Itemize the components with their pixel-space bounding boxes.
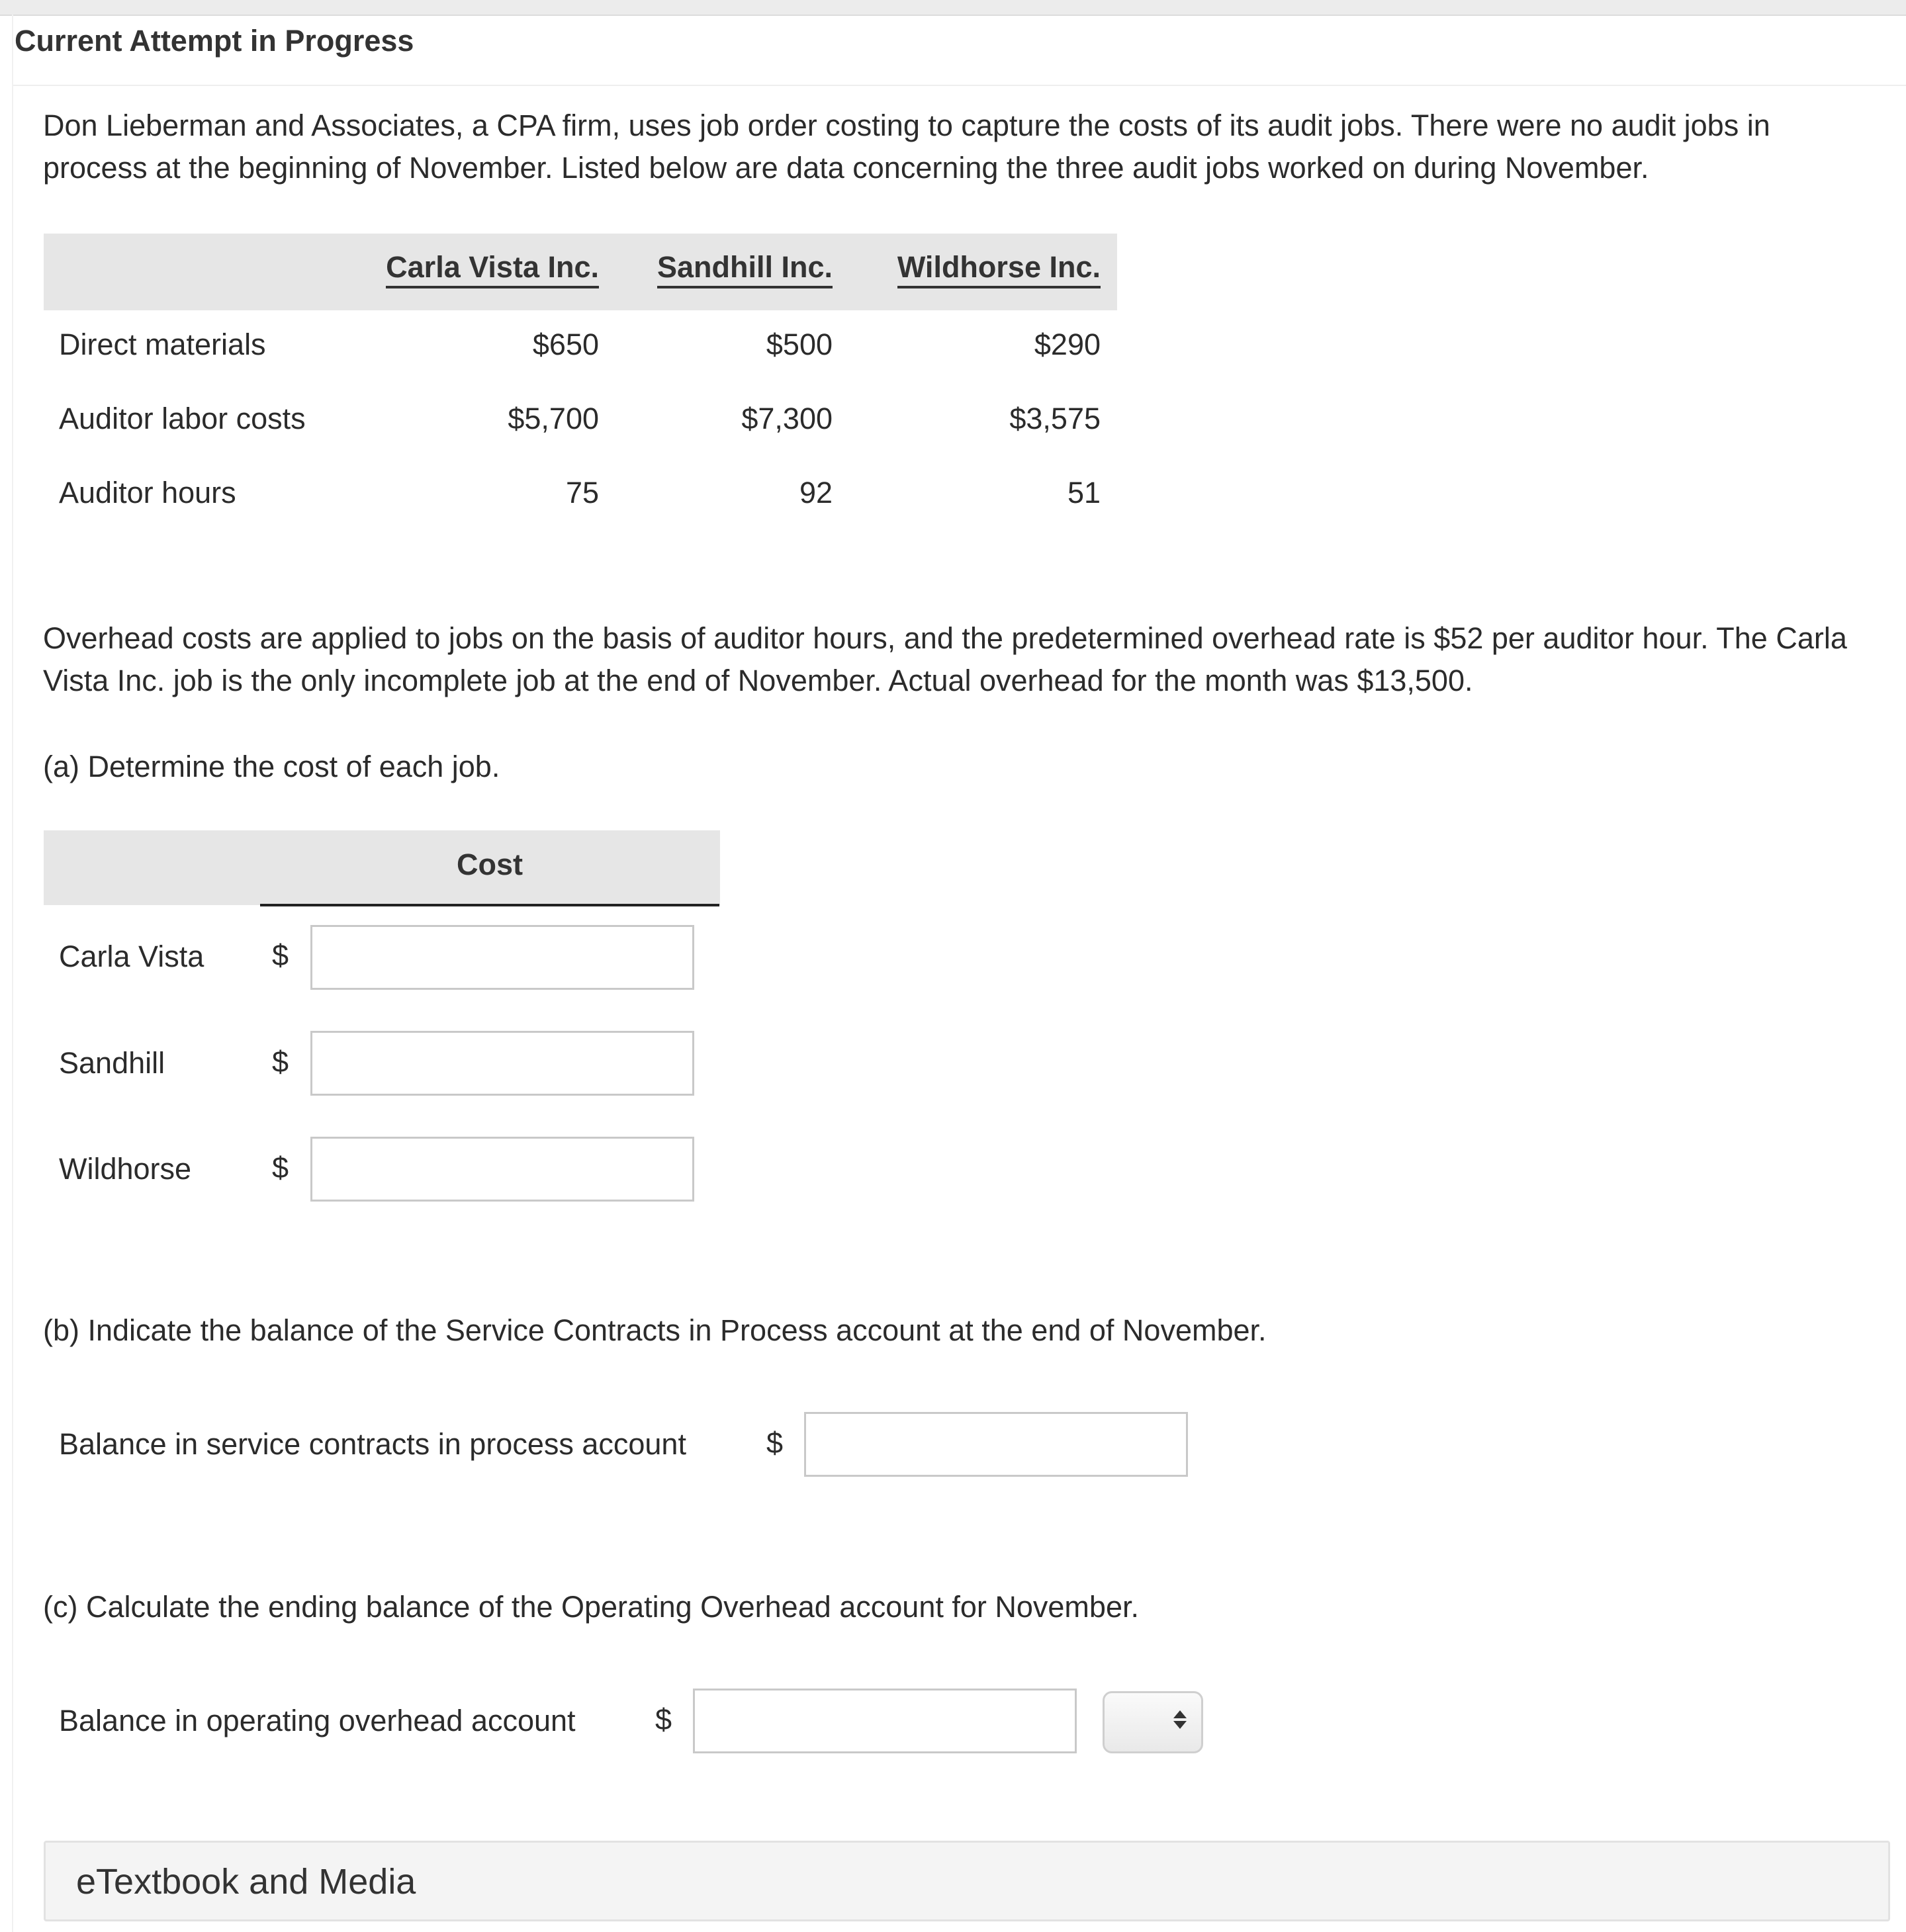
service-contracts-balance-label: Balance in service contracts in process account — [59, 1427, 686, 1461]
part-a-question: (a) Determine the cost of each job. — [43, 750, 500, 783]
row-label-auditor-hours: Auditor hours — [59, 476, 236, 509]
cost-column-header: Cost — [457, 848, 523, 881]
cell-labor-wildhorse: $3,575 — [1009, 402, 1101, 435]
overapplied-underapplied-select[interactable] — [1103, 1691, 1203, 1753]
column-header-wildhorse: Wildhorse Inc. — [897, 250, 1101, 288]
currency-symbol: $ — [766, 1426, 784, 1460]
currency-symbol: $ — [655, 1702, 672, 1736]
sandhill-cost-input[interactable] — [310, 1031, 694, 1096]
cell-labor-carla-vista: $5,700 — [508, 402, 599, 435]
problem-intro: Don Lieberman and Associates, a CPA firm, uses job order costing to capture the costs of its audit jobs. There were no audit jobs in process at the beginning of November. Listed below are data concerning the three audit jobs worked on during November. — [43, 109, 1770, 185]
operating-overhead-balance-label: Balance in operating overhead account — [59, 1704, 576, 1737]
row-label-auditor-labor-costs: Auditor labor costs — [59, 402, 306, 435]
currency-symbol: $ — [272, 938, 289, 972]
currency-symbol: $ — [272, 1151, 289, 1184]
cell-hours-sandhill: 92 — [799, 476, 833, 509]
part-c-question: (c) Calculate the ending balance of the Operating Overhead account for November. — [43, 1590, 1139, 1624]
top-bar — [0, 0, 1906, 16]
cell-direct-materials-wildhorse: $290 — [1034, 328, 1101, 361]
column-header-carla-vista: Carla Vista Inc. — [386, 250, 599, 288]
cell-hours-wildhorse: 51 — [1067, 476, 1101, 509]
cell-labor-sandhill: $7,300 — [741, 402, 833, 435]
carla-vista-cost-input[interactable] — [310, 925, 694, 990]
etextbook-media-label: eTextbook and Media — [76, 1862, 416, 1902]
cost-row-label-sandhill: Sandhill — [59, 1046, 165, 1080]
currency-symbol: $ — [272, 1045, 289, 1078]
wildhorse-cost-input[interactable] — [310, 1137, 694, 1202]
cost-row-label-carla-vista: Carla Vista — [59, 940, 204, 973]
left-border — [12, 15, 13, 1932]
etextbook-media-panel[interactable] — [44, 1841, 1890, 1921]
cell-direct-materials-sandhill: $500 — [766, 328, 833, 361]
overhead-description: Overhead costs are applied to jobs on the basis of auditor hours, and the predetermined overhead rate is $52 per auditor hour. The Carla Vista Inc. job is the only incomplete job at the end of November. Actual overhead for the month was $13,500. — [43, 621, 1847, 697]
cell-direct-materials-carla-vista: $650 — [532, 328, 599, 361]
select-arrows-icon — [1173, 1710, 1187, 1729]
cost-header-underline — [260, 904, 719, 906]
row-label-direct-materials: Direct materials — [59, 328, 266, 361]
cost-row-label-wildhorse: Wildhorse — [59, 1152, 192, 1186]
cell-hours-carla-vista: 75 — [565, 476, 599, 509]
part-b-question: (b) Indicate the balance of the Service Contracts in Process account at the end of November. — [43, 1313, 1267, 1347]
operating-overhead-balance-input[interactable] — [693, 1689, 1077, 1753]
service-contracts-balance-input[interactable] — [804, 1412, 1188, 1477]
attempt-status-title: Current Attempt in Progress — [15, 24, 414, 58]
header-divider — [13, 85, 1906, 86]
column-header-sandhill: Sandhill Inc. — [657, 250, 833, 288]
